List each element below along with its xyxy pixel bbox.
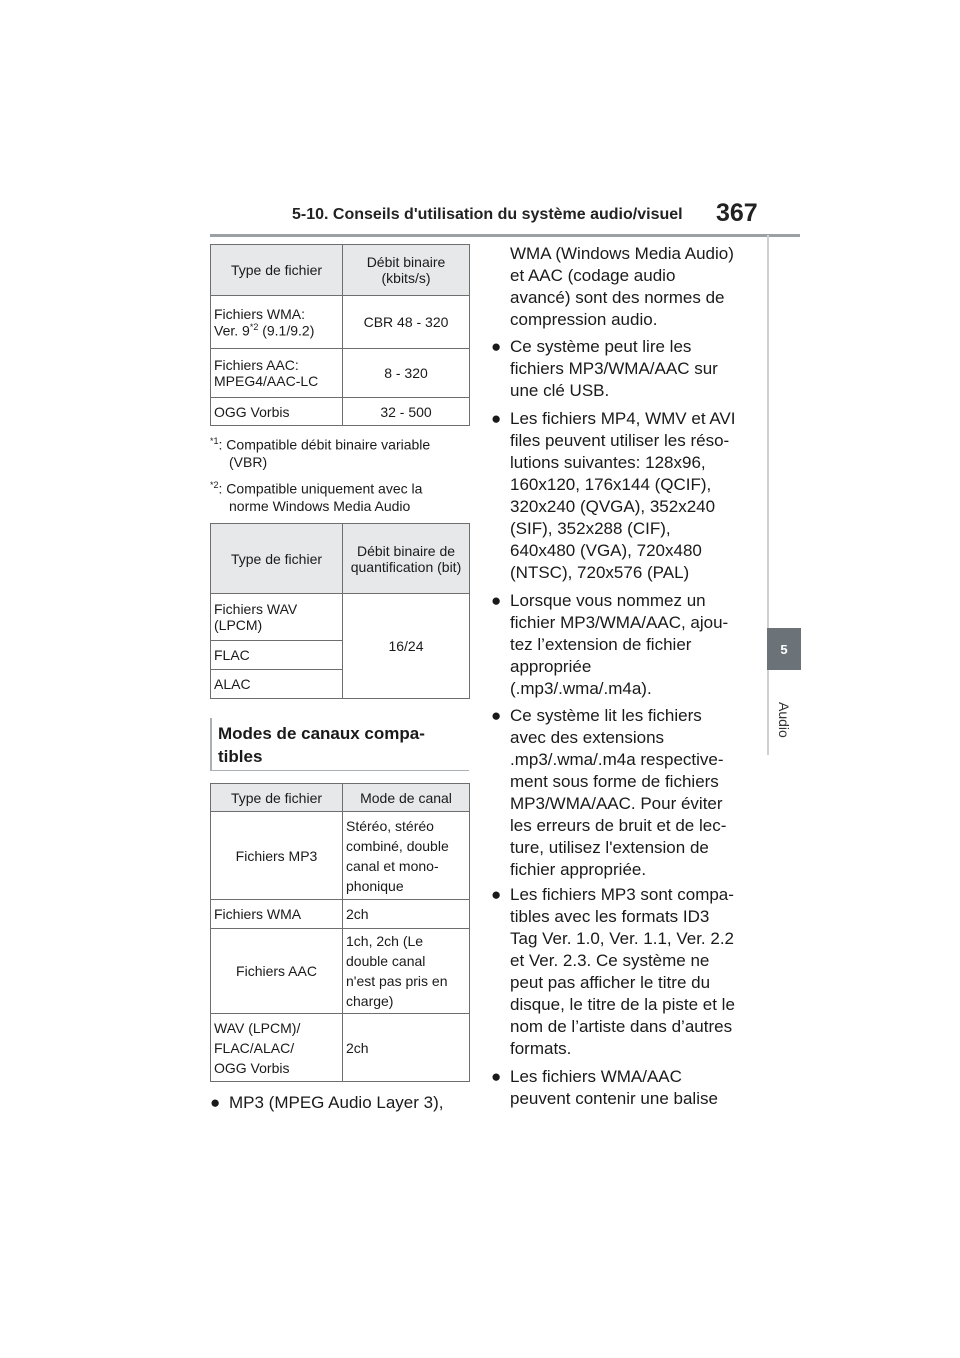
chapter-tab: 5: [767, 628, 801, 670]
table-row: [211, 900, 470, 929]
table-cell: ALAC: [211, 670, 343, 699]
table-cell: 32 - 500: [343, 398, 470, 426]
bullet-icon: ●: [491, 409, 502, 428]
table-cell: Fichiers AAC: MPEG4/AAC-LC: [211, 349, 343, 398]
bullet-wma-aac-tag: ● Les fichiers WMA/AAC peuvent contenir une balise: [491, 1067, 718, 1108]
table-cell: OGG Vorbis: [211, 398, 343, 426]
header-divider: [210, 234, 800, 237]
page-number: 367: [716, 199, 758, 227]
table-header: Mode de canal: [343, 784, 470, 812]
table-cell: 16/24: [343, 594, 470, 699]
table-cell: 1ch, 2ch (Le double canal n'est pas pris en charge): [343, 929, 470, 1014]
table-row: [211, 594, 470, 641]
table-cell: 2ch: [343, 900, 470, 929]
table-cell: CBR 48 - 320: [343, 296, 470, 349]
bullet-id3: ● Les fichiers MP3 sont compa- tibles avec les formats ID3 Tag Ver. 1.0, Ver. 1.1, Ver. 2.2 et Ver. 2.3. Ce système ne peut pas afficher le titre du disque, le titre de la piste et le nom de l’artiste dans d’autres formats.: [491, 885, 735, 1058]
side-rule: [767, 235, 769, 755]
footnote-1: $^{*1}$: Compatible débit binaire variable (VBR): [210, 436, 431, 470]
table-cell: Fichiers MP3: [211, 812, 343, 900]
table-header: Débit binaire (kbits/s): [343, 245, 470, 296]
table-row: [211, 349, 470, 398]
bullet-icon: ●: [210, 1093, 221, 1112]
table-header: Type de fichier: [211, 784, 343, 812]
table-header: Type de fichier: [211, 524, 343, 594]
bullet-usb: ● Ce système peut lire les fichiers MP3/WMA/AAC sur une clé USB.: [491, 337, 718, 400]
bullet-icon: ●: [491, 885, 502, 904]
table-row: [211, 1014, 470, 1082]
table-cell: FLAC: [211, 641, 343, 670]
bullet-icon: ●: [491, 337, 502, 356]
table-cell: Fichiers WAV (LPCM): [211, 594, 343, 641]
subheading-underline: [210, 770, 469, 771]
bullet-icon: ●: [491, 1067, 502, 1086]
subheading-bar: [210, 718, 212, 770]
bullet-icon: ●: [491, 591, 502, 610]
table-row: [211, 296, 470, 349]
quantization-table: [210, 523, 470, 699]
table-cell: WAV (LPCM)/ FLAC/ALAC/ OGG Vorbis: [211, 1014, 343, 1082]
bitrate-table: [210, 244, 470, 426]
footnote-2: $^{*2}$: Compatible uniquement avec la norme Windows Media Audio: [210, 480, 423, 514]
table-cell: 8 - 320: [343, 349, 470, 398]
table-cell: 2ch: [343, 1014, 470, 1082]
bullet-mp3: ● MP3 (MPEG Audio Layer 3),: [210, 1093, 444, 1112]
table-row: [211, 929, 470, 1014]
section-title: 5-10. Conseils d'utilisation du système audio/visuel: [292, 206, 683, 223]
chapter-label: Audio: [776, 702, 792, 738]
table-header: Type de fichier: [211, 245, 343, 296]
table-cell: Stéréo, stéréo combiné, double canal et mono- phonique: [343, 812, 470, 900]
channel-mode-table: [210, 783, 470, 1082]
table-row: [211, 812, 470, 900]
bullet-naming: ● Lorsque vous nommez un fichier MP3/WMA/AAC, ajou- tez l’extension de fichier appropriée (.mp3/.wma/.m4a).: [491, 591, 729, 698]
table-cell: Fichiers AAC: [211, 929, 343, 1014]
bullet-icon: ●: [491, 706, 502, 725]
table-cell: Fichiers WMA: [211, 900, 343, 929]
bullet-extensions: ● Ce système lit les fichiers avec des extensions .mp3/.wma/.m4a respective- ment sous forme de fichiers MP3/WMA/AAC. Pour éviter les erreurs de bruit et de lec- ture, utilisez l'extension de fichier appropriée.: [491, 706, 727, 879]
table-row: [211, 398, 470, 426]
table-cell: Fichiers WMA: Ver. 9$^{*2}$ (9.1/9.2): [211, 296, 343, 349]
subheading: Modes de canaux compa- tibles: [218, 724, 425, 766]
table-header: Débit binaire de quantification (bit): [343, 524, 470, 594]
paragraph-continuation: WMA (Windows Media Audio) et AAC (codage audio avancé) sont des normes de compression audio.: [510, 244, 734, 329]
bullet-resolutions: ● Les fichiers MP4, WMV et AVI files peuvent utiliser les réso- lutions suivantes: 128x96, 160x120, 176x144 (QCIF), 320x240 (QVGA), 352x240 (SIF), 352x288 (CIF), 640x480 (VGA), 720x480 (NTSC), 720x576 (PAL): [491, 409, 736, 582]
